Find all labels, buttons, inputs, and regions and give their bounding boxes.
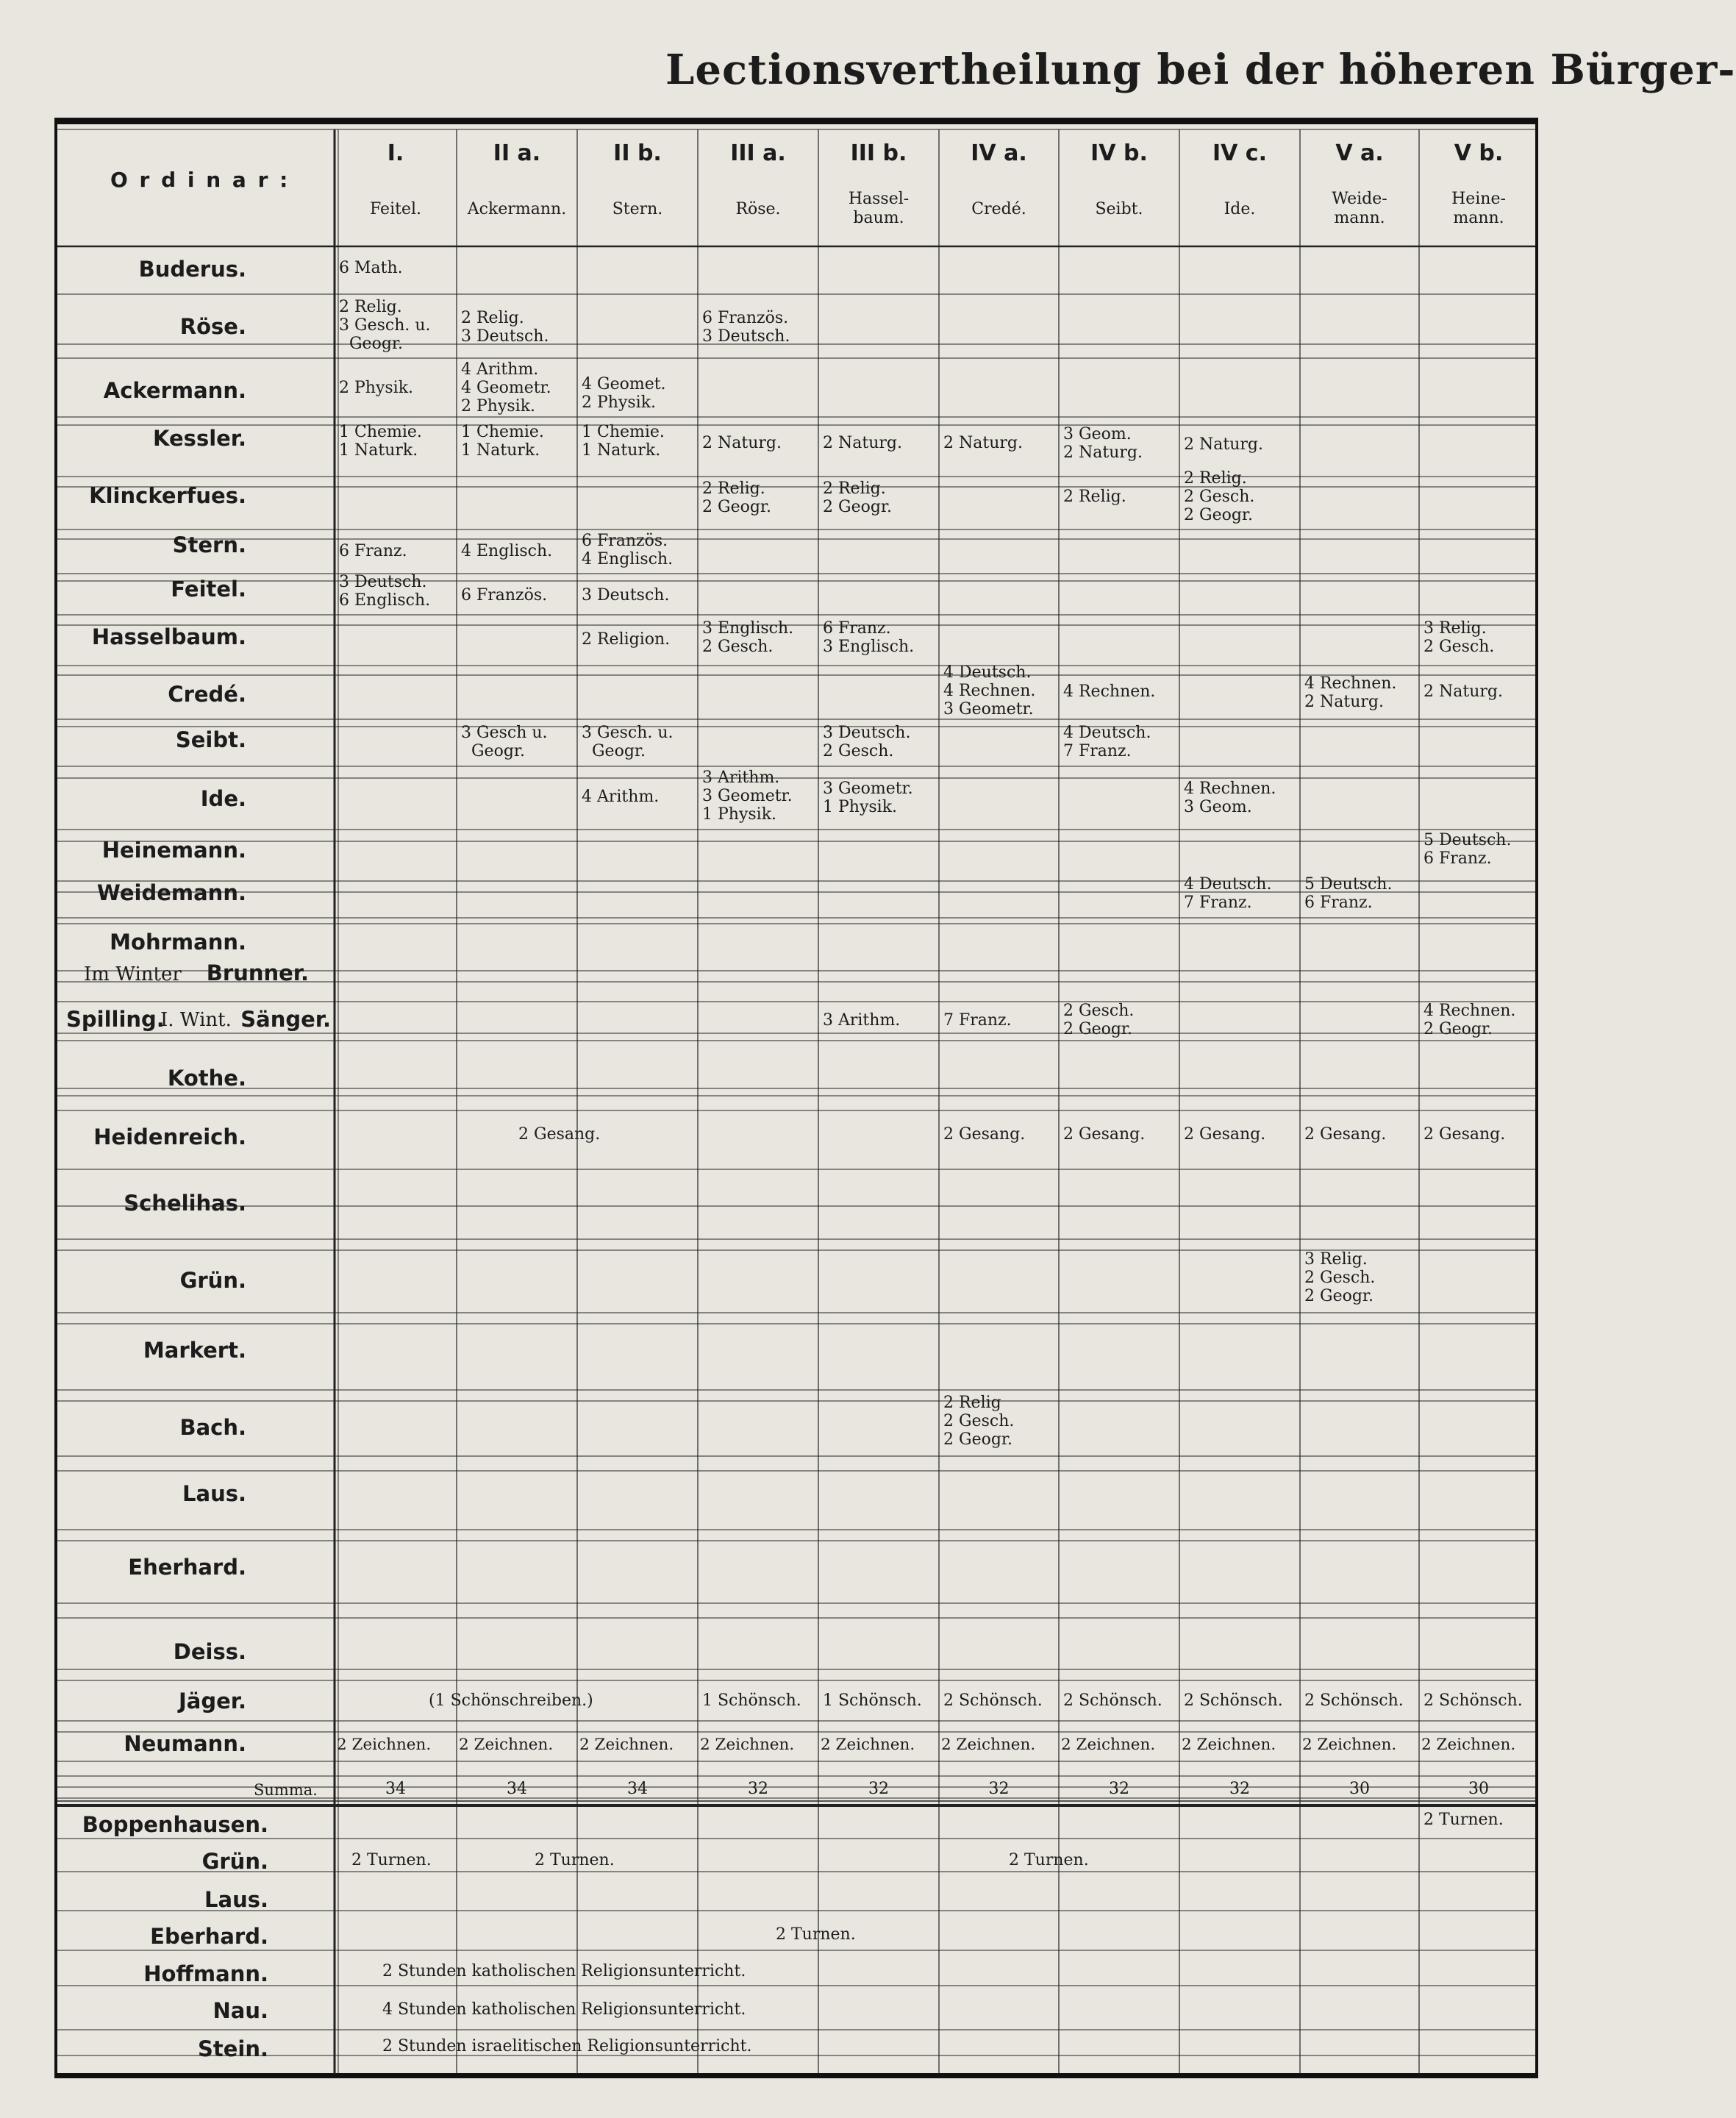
class-ordinarius-8: Weide- mann. — [1332, 190, 1387, 227]
lesson-cell-gruen-0: 3 Relig. 2 Gesch. 2 Geogr. — [1304, 1250, 1376, 1305]
class-header-9: V b. — [1454, 140, 1504, 166]
class-ordinarius-6: Seibt. — [1095, 200, 1143, 218]
lesson-cell-ackermann-2: 4 Geomet. 2 Physik. — [582, 375, 666, 412]
teacher-name-10: Ide. — [200, 786, 246, 811]
summa-value-4: 32 — [868, 1780, 889, 1798]
lesson-cell-heidenreich-5: 2 Gesang. — [1424, 1125, 1506, 1144]
teacher-name-19: Bach. — [179, 1415, 246, 1440]
class-ordinarius-4: Hassel- baum. — [848, 190, 910, 227]
teacher-name-11: Heinemann. — [101, 838, 246, 863]
lesson-cell-gruen-turnen-2: 2 Turnen. — [1009, 1851, 1089, 1869]
teacher-name-14: Kothe. — [167, 1066, 246, 1091]
teacher-name-17: Grün. — [179, 1268, 246, 1293]
lesson-cell-buderus-0: 6 Math. — [339, 259, 403, 277]
lesson-cell-seibt-3: 4 Deutsch. 7 Franz. — [1063, 724, 1151, 760]
bottom-teacher-4: Hoffmann. — [143, 1961, 268, 1986]
lesson-cell-weidemann-1: 5 Deutsch. 6 Franz. — [1304, 875, 1393, 912]
lesson-cell-ackermann-1: 4 Arithm. 4 Geometr. 2 Physik. — [461, 360, 551, 416]
lesson-cell-stern-0: 6 Franz. — [339, 542, 407, 560]
lesson-cell-hoffmann: 2 Stunden katholischen Religionsunterricht. — [382, 1962, 746, 1980]
teacher-name-16: Schelihas. — [124, 1191, 246, 1216]
class-header-7: IV c. — [1212, 140, 1267, 166]
lesson-cell-jaeger-0: (1 Schönschreiben.) — [429, 1691, 593, 1710]
lesson-cell-kessler-2: 1 Chemie. 1 Naturk. — [582, 423, 665, 460]
lesson-cell-gruen-turnen-0: 2 Turnen. — [351, 1851, 432, 1869]
bottom-teacher-5: Nau. — [212, 1998, 268, 2023]
spilling-note: I. Wint. — [160, 1009, 232, 1031]
lesson-cell-jaeger-7: 2 Schönsch. — [1424, 1691, 1523, 1710]
lesson-cell-spilling-3: 4 Rechnen. 2 Geogr. — [1424, 1002, 1516, 1038]
teacher-name-18: Markert. — [143, 1338, 246, 1363]
lesson-cell-jaeger-4: 2 Schönsch. — [1063, 1691, 1162, 1710]
lesson-cell-heidenreich-4: 2 Gesang. — [1304, 1125, 1387, 1144]
bottom-teacher-2: Laus. — [204, 1887, 268, 1912]
class-ordinarius-9: Heine- mann. — [1451, 190, 1506, 227]
lesson-cell-ide-2: 3 Geometr. 1 Physik. — [823, 780, 913, 816]
teacher-name-24: Neumann. — [124, 1731, 246, 1756]
lesson-cell-seibt-1: 3 Gesch. u. Geogr. — [582, 724, 674, 760]
page-title: Lectionsvertheilung bei der höheren Bürger- — [665, 46, 1736, 94]
lesson-cell-kessler-4: 2 Naturg. — [823, 434, 902, 452]
lesson-cell-roese-1: 2 Relig. 3 Deutsch. — [461, 309, 549, 346]
lesson-cell-neumann-3: 2 Zeichnen. — [700, 1736, 795, 1754]
bottom-teacher-6: Stein. — [197, 2036, 268, 2061]
lesson-cell-ide-0: 4 Arithm. — [582, 788, 660, 806]
lesson-cell-heidenreich-2: 2 Gesang. — [1063, 1125, 1146, 1144]
class-ordinarius-7: Ide. — [1224, 200, 1256, 218]
teacher-name-12: Weidemann. — [96, 880, 246, 905]
bottom-teacher-3: Eberhard. — [150, 1924, 268, 1949]
summa-value-7: 32 — [1229, 1780, 1250, 1798]
lesson-cell-hasselbaum-1: 3 Englisch. 2 Gesch. — [702, 619, 794, 656]
lesson-cell-kessler-5: 2 Naturg. — [943, 434, 1023, 452]
lesson-cell-weidemann-0: 4 Deutsch. 7 Franz. — [1184, 875, 1272, 912]
lesson-cell-neumann-2: 2 Zeichnen. — [579, 1736, 674, 1754]
lesson-cell-heinemann-0: 5 Deutsch. 6 Franz. — [1424, 831, 1512, 868]
lesson-cell-crede-2: 4 Rechnen. 2 Naturg. — [1304, 674, 1397, 711]
summa-value-9: 30 — [1468, 1780, 1489, 1798]
lesson-cell-neumann-9: 2 Zeichnen. — [1421, 1736, 1516, 1754]
lesson-cell-hasselbaum-2: 6 Franz. 3 Englisch. — [823, 619, 915, 656]
teacher-name-saenger: Sänger. — [240, 1007, 331, 1032]
class-header-0: I. — [387, 140, 404, 166]
summa-value-8: 30 — [1349, 1780, 1370, 1798]
class-header-5: IV a. — [971, 140, 1027, 166]
lesson-cell-jaeger-5: 2 Schönsch. — [1184, 1691, 1283, 1710]
lesson-cell-heidenreich-1: 2 Gesang. — [943, 1125, 1026, 1144]
class-header-6: IV b. — [1090, 140, 1148, 166]
class-header-8: V a. — [1335, 140, 1384, 166]
summa-value-2: 34 — [627, 1780, 648, 1798]
lesson-cell-kessler-0: 1 Chemie. 1 Naturk. — [339, 423, 422, 460]
lesson-cell-crede-3: 2 Naturg. — [1424, 682, 1503, 701]
lesson-cell-stern-2: 6 Französ. 4 Englisch. — [582, 532, 674, 568]
lesson-cell-feitel-2: 3 Deutsch. — [582, 586, 670, 605]
class-ordinarius-0: Feitel. — [369, 200, 421, 218]
class-header-4: III b. — [850, 140, 907, 166]
lesson-cell-crede-0: 4 Deutsch. 4 Rechnen. 3 Geometr. — [943, 663, 1036, 719]
class-ordinarius-3: Röse. — [735, 200, 781, 218]
summa-value-0: 34 — [385, 1780, 406, 1798]
lesson-cell-kessler-1: 1 Chemie. 1 Naturk. — [461, 423, 544, 460]
teacher-name-0: Buderus. — [138, 257, 246, 282]
class-header-3: III a. — [730, 140, 786, 166]
lesson-cell-nau: 4 Stunden katholischen Religionsunterricht. — [382, 2000, 746, 2019]
class-ordinarius-5: Credé. — [971, 200, 1026, 218]
lesson-cell-roese-2: 6 Französ. 3 Deutsch. — [702, 309, 790, 346]
class-ordinarius-2: Stern. — [612, 200, 663, 218]
bottom-teacher-0: Boppenhausen. — [82, 1812, 268, 1837]
lesson-cell-kessler-6: 3 Geom. 2 Naturg. — [1063, 425, 1143, 462]
lesson-cell-hasselbaum-0: 2 Religion. — [582, 630, 671, 649]
lesson-cell-kessler-7: 2 Naturg. — [1184, 435, 1263, 454]
lesson-cell-neumann-1: 2 Zeichnen. — [459, 1736, 554, 1754]
lesson-cell-heidenreich-0: 2 Gesang. — [518, 1125, 601, 1144]
teacher-name-22: Deiss. — [173, 1639, 246, 1664]
summa-value-1: 34 — [507, 1780, 527, 1798]
teacher-name-23: Jäger. — [179, 1689, 246, 1714]
summa-label: Summa. — [254, 1781, 318, 1799]
lesson-cell-ackermann-0: 2 Physik. — [339, 379, 414, 397]
teacher-name-20: Laus. — [182, 1481, 246, 1506]
lesson-cell-bach-0: 2 Relig 2 Gesch. 2 Geogr. — [943, 1394, 1015, 1449]
ordinar-label: O r d i n a r : — [110, 168, 290, 192]
lesson-cell-kessler-3: 2 Naturg. — [702, 434, 782, 452]
lesson-cell-jaeger-6: 2 Schönsch. — [1304, 1691, 1404, 1710]
class-header-1: II a. — [493, 140, 541, 166]
lesson-cell-neumann-6: 2 Zeichnen. — [1061, 1736, 1156, 1754]
lesson-cell-gruen-turnen-1: 2 Turnen. — [535, 1851, 615, 1869]
lesson-cell-eberhard: 2 Turnen. — [776, 1925, 856, 1944]
teacher-name-13: Mohrmann. — [110, 930, 246, 955]
teacher-name-8: Credé. — [168, 682, 246, 707]
lesson-cell-neumann-5: 2 Zeichnen. — [941, 1736, 1036, 1754]
teacher-name-3: Kessler. — [153, 426, 246, 451]
lesson-cell-boppenhausen: 2 Turnen. — [1424, 1811, 1504, 1829]
lesson-cell-klinckerfues-1: 2 Relig. 2 Geogr. — [823, 479, 893, 516]
bottom-teacher-1: Grün. — [201, 1849, 268, 1874]
lesson-cell-hasselbaum-3: 3 Relig. 2 Gesch. — [1424, 619, 1495, 656]
teacher-name-2: Ackermann. — [103, 378, 246, 403]
teacher-name-5: Stern. — [172, 532, 246, 557]
teacher-name-4: Klinckerfues. — [89, 483, 246, 508]
teacher-name-15: Heidenreich. — [93, 1124, 246, 1149]
lesson-cell-ide-3: 4 Rechnen. 3 Geom. — [1184, 780, 1276, 816]
lesson-cell-klinckerfues-3: 2 Relig. 2 Gesch. 2 Geogr. — [1184, 469, 1255, 524]
lesson-cell-neumann-8: 2 Zeichnen. — [1302, 1736, 1397, 1754]
lesson-cell-jaeger-3: 2 Schönsch. — [943, 1691, 1043, 1710]
lesson-cell-stern-1: 4 Englisch. — [461, 542, 553, 560]
lesson-cell-feitel-1: 6 Französ. — [461, 586, 548, 605]
lesson-cell-feitel-0: 3 Deutsch. 6 Englisch. — [339, 573, 431, 610]
class-ordinarius-1: Ackermann. — [467, 200, 567, 218]
summa-value-6: 32 — [1109, 1780, 1129, 1798]
lesson-cell-crede-1: 4 Rechnen. — [1063, 682, 1156, 701]
lesson-cell-roese-0: 2 Relig. 3 Gesch. u. Geogr. — [339, 298, 431, 353]
teacher-name-7: Hasselbaum. — [91, 624, 246, 649]
lesson-cell-spilling-0: 3 Arithm. — [823, 1011, 901, 1030]
lesson-cell-spilling-2: 2 Gesch. 2 Geogr. — [1063, 1002, 1135, 1038]
lesson-cell-seibt-0: 3 Gesch u. Geogr. — [461, 724, 548, 760]
winter-prefix: Im Winter — [84, 963, 182, 985]
lesson-cell-neumann-0: 2 Zeichnen. — [337, 1736, 432, 1754]
teacher-name-spilling: Spilling. — [66, 1007, 165, 1032]
lesson-cell-ide-1: 3 Arithm. 3 Geometr. 1 Physik. — [702, 769, 793, 824]
summa-value-5: 32 — [988, 1780, 1010, 1798]
class-header-2: II b. — [613, 140, 662, 166]
teacher-name-6: Feitel. — [171, 577, 246, 602]
teacher-name-brunner: Brunner. — [206, 960, 309, 985]
lesson-cell-jaeger-2: 1 Schönsch. — [823, 1691, 922, 1710]
lesson-cell-klinckerfues-2: 2 Relig. — [1063, 488, 1126, 506]
teacher-name-1: Röse. — [179, 314, 246, 339]
lesson-cell-stein: 2 Stunden israelitischen Religionsunterricht. — [382, 2037, 752, 2055]
lesson-cell-klinckerfues-0: 2 Relig. 2 Geogr. — [702, 479, 772, 516]
lesson-cell-heidenreich-3: 2 Gesang. — [1184, 1125, 1266, 1144]
lesson-cell-neumann-4: 2 Zeichnen. — [821, 1736, 915, 1754]
teacher-name-21: Eherhard. — [128, 1555, 246, 1580]
lesson-cell-spilling-1: 7 Franz. — [943, 1011, 1012, 1030]
lesson-cell-seibt-2: 3 Deutsch. 2 Gesch. — [823, 724, 911, 760]
summa-value-3: 32 — [748, 1780, 768, 1798]
teacher-name-9: Seibt. — [175, 727, 246, 752]
lesson-cell-jaeger-1: 1 Schönsch. — [702, 1691, 801, 1710]
lesson-cell-neumann-7: 2 Zeichnen. — [1182, 1736, 1276, 1754]
